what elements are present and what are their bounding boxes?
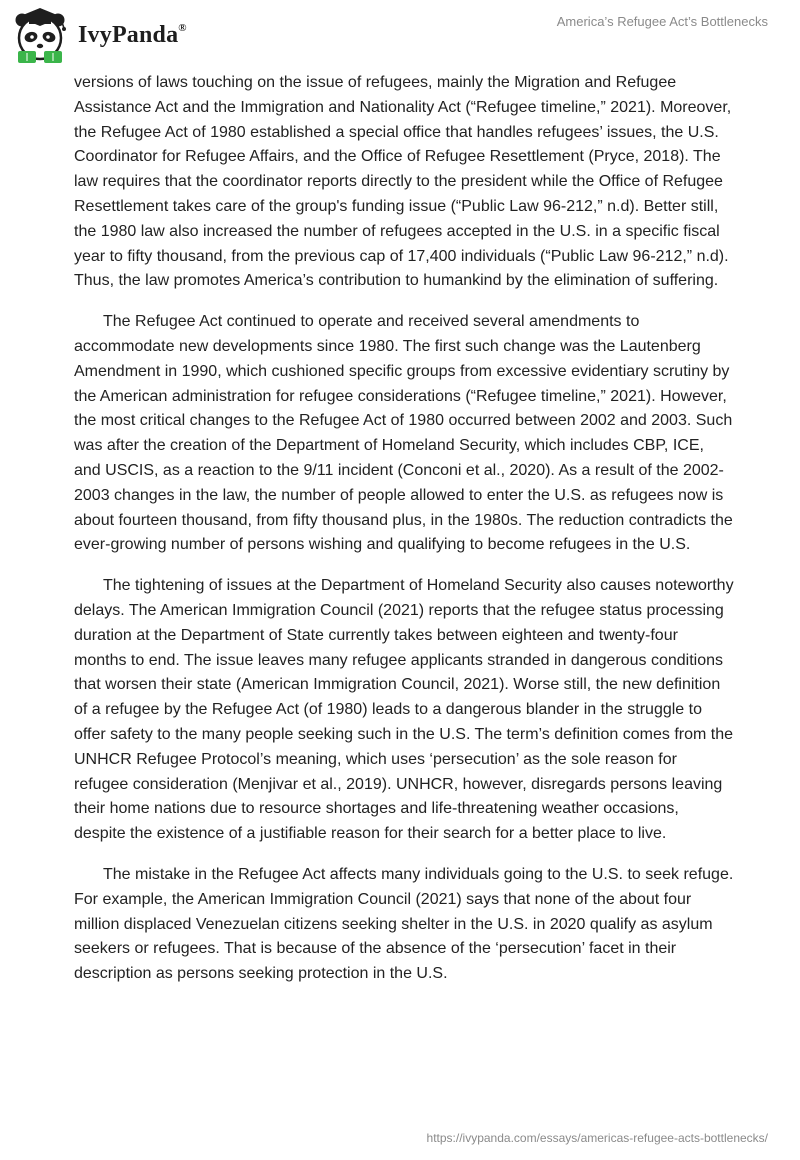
brand-name-text: IvyPanda	[78, 21, 179, 48]
footer-url-link[interactable]: https://ivypanda.com/essays/americas-refugee-acts-bottlenecks/	[426, 1131, 768, 1145]
brand-logo[interactable]	[14, 6, 187, 64]
document-title: America’s Refugee Act’s Bottlenecks	[556, 14, 768, 29]
essay-body	[74, 71, 734, 1003]
panda-logo-icon	[14, 6, 70, 64]
paragraph-3: The tightening of issues at the Department of Homeland Security also causes noteworthy delays. The American Immigration Council (2021) reports that the refugee status processing duration at the Department of State currently takes between eighteen and twenty-four months to end. The issue leaves many refugee applicants stranded in dangerous conditions that worsen their state (American Immigration Council, 2021). Worse still, the new definition of a refugee by the Refugee Act (of 1980) leads to a dangerous blander in the struggle to offer safety to the many people seeking such in the U.S. The term’s definition comes from the UNHCR Refugee Protocol’s meaning, which uses ‘persecution’ as the sole reason for refugee consideration (Menjivar et al., 2019). UNHCR, however, disregards persons leaving their home nations due to resource shortages and life-threatening weather occasions, despite the existence of a justifiable reason for their search for a better place to live.	[74, 577, 734, 843]
registered-mark: ®	[178, 21, 187, 34]
paragraph-4: The mistake in the Refugee Act affects many individuals going to the U.S. to seek refuge. For example, the American Immigration Council (2021) says that none of the about four million displaced Venezuelan citizens seeking shelter in the U.S. in 2020 qualify as asylum seekers or refugees. That is because of the absence of the ‘persecution’ facet in their description as persons seeking protection in the U.S.	[74, 865, 734, 983]
paragraph-2: The Refugee Act continued to operate and received several amendments to accommodate new developments since 1980. The first such change was the Lautenberg Amendment in 1990, which cushioned specific groups from excessive evidentiary scrutiny by the American administration for refugee considerations (“Refugee timeline,” 2021). However, the most critical changes to the Refugee Act of 1980 occurred between 2002 and 2003. Such was after the creation of the Department of Homeland Security, which includes CBP, ICE, and USCIS, as a reaction to the 9/11 incident (Conconi et al., 2020). As a result of the 2002-2003 changes in the law, the number of people allowed to enter the U.S. as refugees now is about fourteen thousand, from fifty thousand plus, in the 1980s. The reduction contradicts the ever-growing number of persons wishing and qualifying to become refugees in the U.S.	[74, 313, 733, 554]
paragraph-1: versions of laws touching on the issue of refugees, mainly the Migration and Refugee Assistance Act and the Immigration and Nationality Act (“Refugee timeline,” 2021). Moreover, the Refugee Act of 1980 established a special office that handles refugees’ issues, the U.S. Coordinator for Refugee Affairs, and the Office of Refugee Resettlement (Pryce, 2018). The law requires that the coordinator reports directly to the president while the Office of Refugee Resettlement takes care of the group's funding issue (“Public Law 96-212,” n.d). Better still, the 1980 law also increased the number of refugees accepted in the U.S. in a specific fiscal year to fifty thousand, from the previous cap of 17,400 individuals (“Public Law 96-212,” n.d). Thus, the law promotes America’s contribution to humankind by the elimination of suffering.	[74, 74, 732, 290]
brand-name	[78, 22, 187, 49]
page-header	[0, 0, 800, 70]
